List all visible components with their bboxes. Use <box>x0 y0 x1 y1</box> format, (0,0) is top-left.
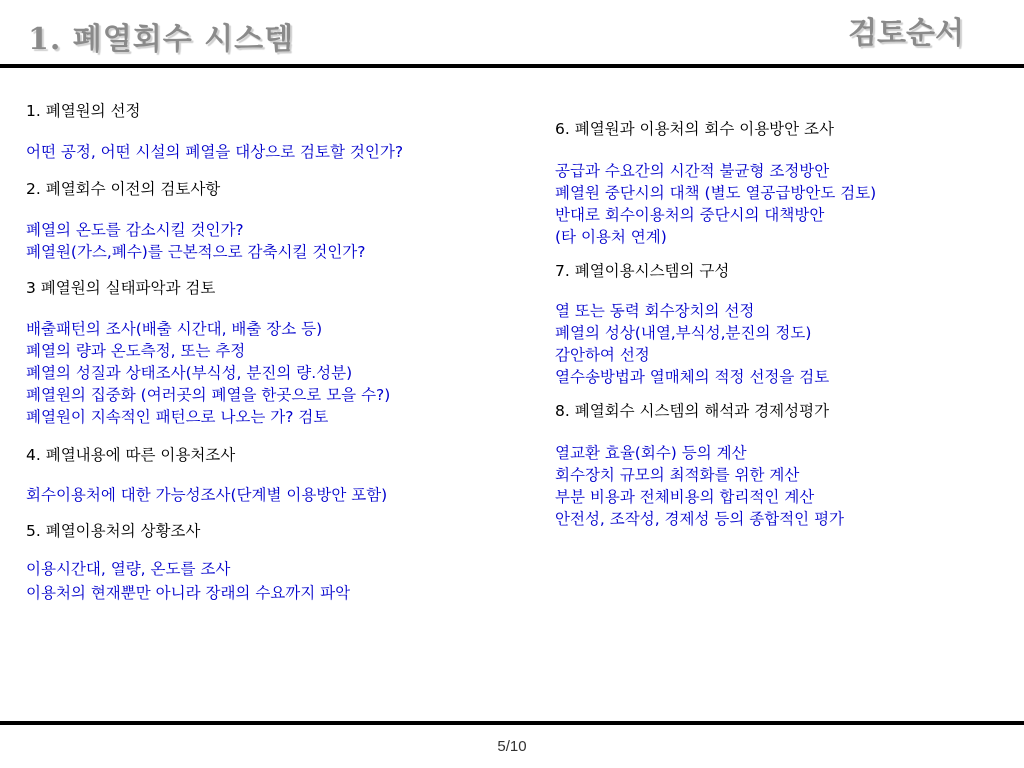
section-heading: 4. 폐열내용에 따른 이용처조사 <box>26 446 236 464</box>
section-heading: 5. 폐열이용처의 상황조사 <box>26 522 201 540</box>
section-1 <box>26 100 546 163</box>
section-item: 폐열원이 지속적인 패턴으로 나오는 가? 검토 <box>26 408 329 426</box>
section-item: 부분 비용과 전체비용의 합리적인 계산 <box>555 488 815 506</box>
right-column <box>555 118 1015 530</box>
section-item: 공급과 수요간의 시간적 불균형 조정방안 <box>555 162 830 180</box>
section-heading: 7. 폐열이용시스템의 구성 <box>555 262 730 280</box>
section-5 <box>26 520 546 604</box>
section-item: 이용시간대, 열량, 온도를 조사 <box>26 560 231 578</box>
section-heading: 6. 폐열원과 이용처의 회수 이용방안 조사 <box>555 120 834 138</box>
page-number: 5/10 <box>497 738 527 755</box>
section-item: 배출패턴의 조사(배출 시간대, 배출 장소 등) <box>26 320 323 338</box>
section-2 <box>26 178 546 263</box>
top-divider <box>0 64 1024 68</box>
section-4 <box>26 444 546 506</box>
section-item: 폐열원 중단시의 대책 (별도 열공급방안도 검토) <box>555 184 877 202</box>
bottom-divider <box>0 721 1024 725</box>
section-item: 열교환 효율(회수) 등의 계산 <box>555 444 747 462</box>
section-item: 폐열의 성상(내열,부식성,분진의 정도) <box>555 324 812 342</box>
section-item: 열수송방법과 열매체의 적정 선정을 검토 <box>555 368 830 386</box>
section-item: (타 이용처 연계) <box>555 228 667 246</box>
section-item: 이용처의 현재뿐만 아니라 장래의 수요까지 파악 <box>26 584 351 602</box>
section-item: 폐열의 량과 온도측정, 또는 추정 <box>26 342 246 360</box>
section-heading: 8. 폐열회수 시스템의 해석과 경제성평가 <box>555 402 830 420</box>
section-item: 열 또는 동력 회수장치의 선정 <box>555 302 755 320</box>
section-item: 안전성, 조작성, 경제성 등의 종합적인 평가 <box>555 510 845 528</box>
section-item: 회수이용처에 대한 가능성조사(단계별 이용방안 포함) <box>26 486 388 504</box>
section-heading: 1. 폐열원의 선정 <box>26 102 141 120</box>
section-item: 반대로 회수이용처의 중단시의 대책방안 <box>555 206 825 224</box>
section-3 <box>26 277 546 428</box>
section-8 <box>555 400 1015 530</box>
section-item: 폐열의 온도를 감소시킬 것인가? <box>26 221 244 239</box>
section-item: 회수장치 규모의 최적화를 위한 계산 <box>555 466 800 484</box>
section-item: 어떤 공정, 어떤 시설의 폐열을 대상으로 검토할 것인가? <box>26 143 404 161</box>
slide-title: 1. 폐열회수 시스템 <box>28 22 295 57</box>
section-item: 폐열원의 집중화 (여러곳의 폐열을 한곳으로 모을 수?) <box>26 386 391 404</box>
section-item: 폐열의 성질과 상태조사(부식성, 분진의 량.성분) <box>26 364 353 382</box>
section-item: 감안하여 선정 <box>555 346 650 364</box>
section-6 <box>555 118 1015 248</box>
section-heading: 3 폐열원의 실태파악과 검토 <box>26 279 216 297</box>
slide-tag: 검토순서 <box>848 16 964 51</box>
section-item: 폐열원(가스,폐수)를 근본적으로 감축시킬 것인가? <box>26 243 366 261</box>
section-heading: 2. 폐열회수 이전의 검토사항 <box>26 180 221 198</box>
left-column <box>26 100 546 604</box>
section-7 <box>555 260 1015 388</box>
